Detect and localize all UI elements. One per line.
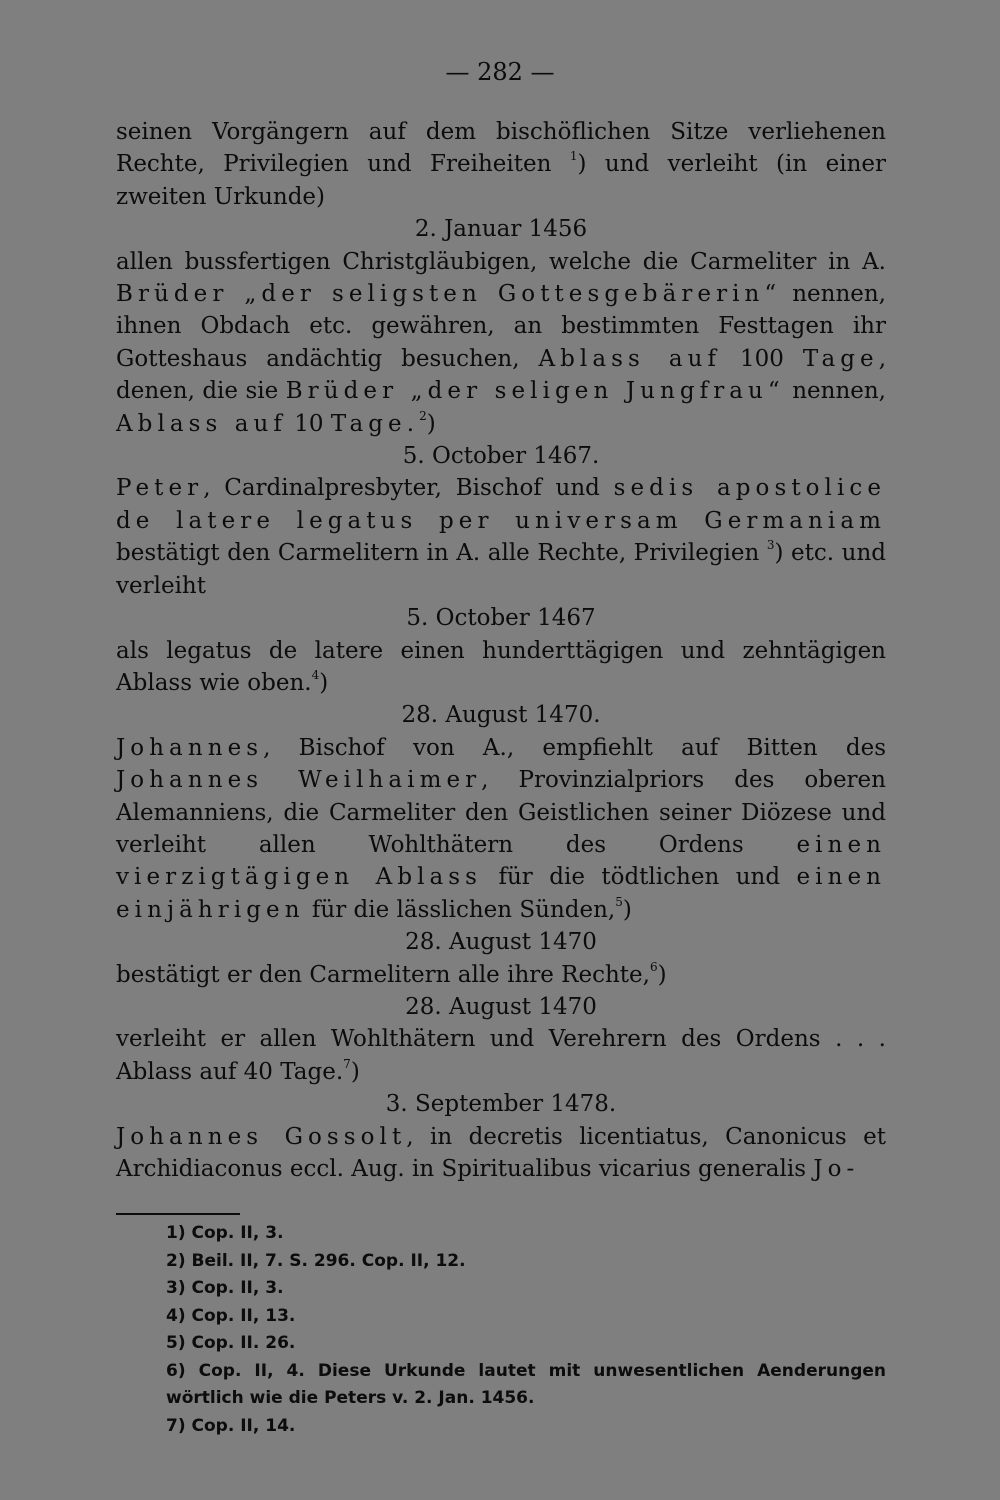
paragraph (116, 1121, 886, 1186)
text-run: ) und verleiht (in einer zweiten Urkunde) (116, 151, 886, 210)
main-text (116, 116, 886, 1185)
footnote-ref: 6 (649, 959, 658, 974)
text-run: als legatus de latere einen hunderttägigen und zehntägigen Ablass wie oben. (116, 637, 886, 696)
date-heading: 28. August 1470 (405, 993, 597, 1020)
spaced-text: Brüder „der seligsten Gottesgebärerin“ (116, 281, 782, 308)
text-run: bestätigt er den Carmelitern alle ihre Rechte, (116, 961, 650, 988)
footnote: 2) Beil. II, 7. S. 296. Cop. II, 12. (166, 1250, 466, 1271)
spaced-text: Johannes Gossolt (116, 1123, 407, 1150)
date-heading: 28. August 1470 (405, 929, 597, 956)
text-run: , in decretis licentiatus, Canonicus et Archidiaconus eccl. Aug. in Spiritualibus vicarius generalis (116, 1123, 886, 1182)
spaced-text: Ablass auf (116, 410, 287, 437)
date-heading: 3. September 1478. (385, 1091, 617, 1118)
spaced-text: Johannes (116, 734, 264, 761)
text-run: ) (622, 896, 632, 923)
footnote-ref: 4 (311, 667, 320, 682)
paragraph (116, 635, 886, 700)
text-run: 100 (721, 345, 803, 372)
spaced-text: Brüder „der seligen Jungfrau“ (285, 378, 785, 405)
text-run: nennen, ihnen Obdach etc. gewähren, an bestimmten Festtagen ihr Gotteshaus andächtig besuchen, (116, 281, 886, 372)
date-heading: 28. August 1470. (401, 702, 601, 729)
spaced-text: einen vierzigtägigen Ablass (116, 831, 886, 891)
footnote: 5) Cop. II. 26. (166, 1333, 296, 1353)
date-heading: 5. October 1467 (406, 605, 596, 632)
footnote-ref: 5 (615, 894, 623, 909)
footnote-ref: 1 (569, 149, 578, 164)
date-heading: 5. October 1467. (402, 443, 600, 470)
footnote: 7) Cop. II, 14. (166, 1415, 296, 1436)
footnote: 3) Cop. II, 3. (166, 1278, 284, 1298)
footnote: 6) Cop. II, 4. Diese Urkunde lautet mit unwesentlichen Aenderungen wörtlich wie die Peters v. 2. Jan. 1456. (166, 1360, 886, 1408)
text-run: für die lässlichen Sünden, (304, 896, 616, 923)
text-run: , Bischof von A., empfiehlt auf Bitten des (263, 734, 886, 761)
footnote: 1) Cop. II, 3. (166, 1223, 284, 1243)
text-run: seinen Vorgängern auf dem bischöflichen Sitze verliehenen Rechte, Privilegien und Freiheiten (116, 119, 886, 178)
date-heading: 2. Januar 1456 (414, 216, 588, 243)
footnote: 4) Cop. II, 13. (166, 1305, 296, 1326)
page-number: — 282 — (445, 58, 555, 86)
footnote-ref: 2 (419, 408, 427, 423)
text-run: ) (657, 961, 667, 988)
text-run: ) (426, 410, 436, 437)
spaced-text: Jo- (813, 1156, 860, 1182)
text-run: ) (350, 1058, 360, 1085)
text-run: 10 (286, 410, 331, 437)
paragraph (116, 1023, 886, 1088)
text-run: nennen, (784, 378, 886, 405)
paragraph (116, 246, 886, 440)
footnote-ref: 7 (343, 1056, 351, 1071)
text-run: , denen, die sie (116, 345, 886, 405)
text-run: , Cardinalpresbyter, Bischof und (203, 475, 614, 502)
text-run: ) etc. und verleiht (116, 540, 887, 599)
spaced-text: Peter (116, 475, 204, 502)
footnotes (116, 1220, 886, 1440)
paragraph (116, 959, 886, 991)
spaced-text: Tage. (330, 410, 420, 437)
footnote-ref: 3 (766, 538, 775, 553)
spaced-text: einen einjährigen (116, 864, 886, 923)
text-run: , Provinzialpriors des oberen Alemanniens, die Carmeliter den Geistlichen seiner Diözese und verleiht allen Wohlthätern des Ordens (116, 767, 886, 858)
text-run: ) (319, 669, 329, 696)
spaced-text: Ablass auf (538, 345, 722, 372)
spaced-text: sedis apostolice de latere legatus per universam Germaniam (116, 475, 886, 534)
text-run: für die tödtlichen und (482, 864, 797, 891)
paragraph (116, 116, 886, 213)
spaced-text: Johannes Weilhaimer (116, 767, 482, 794)
paragraph (116, 472, 886, 602)
footnote-rule (116, 1213, 240, 1215)
spaced-text: Tage (802, 345, 879, 372)
text-run: allen bussfertigen Christgläubigen, welche die Carmeliter in A. (116, 248, 886, 275)
text-run: bestätigt den Carmelitern in A. alle Rechte, Privilegien (116, 540, 767, 567)
paragraph (116, 732, 886, 926)
text-run: verleiht er allen Wohlthätern und Verehrern des Ordens . . . Ablass auf 40 Tage. (116, 1026, 886, 1085)
